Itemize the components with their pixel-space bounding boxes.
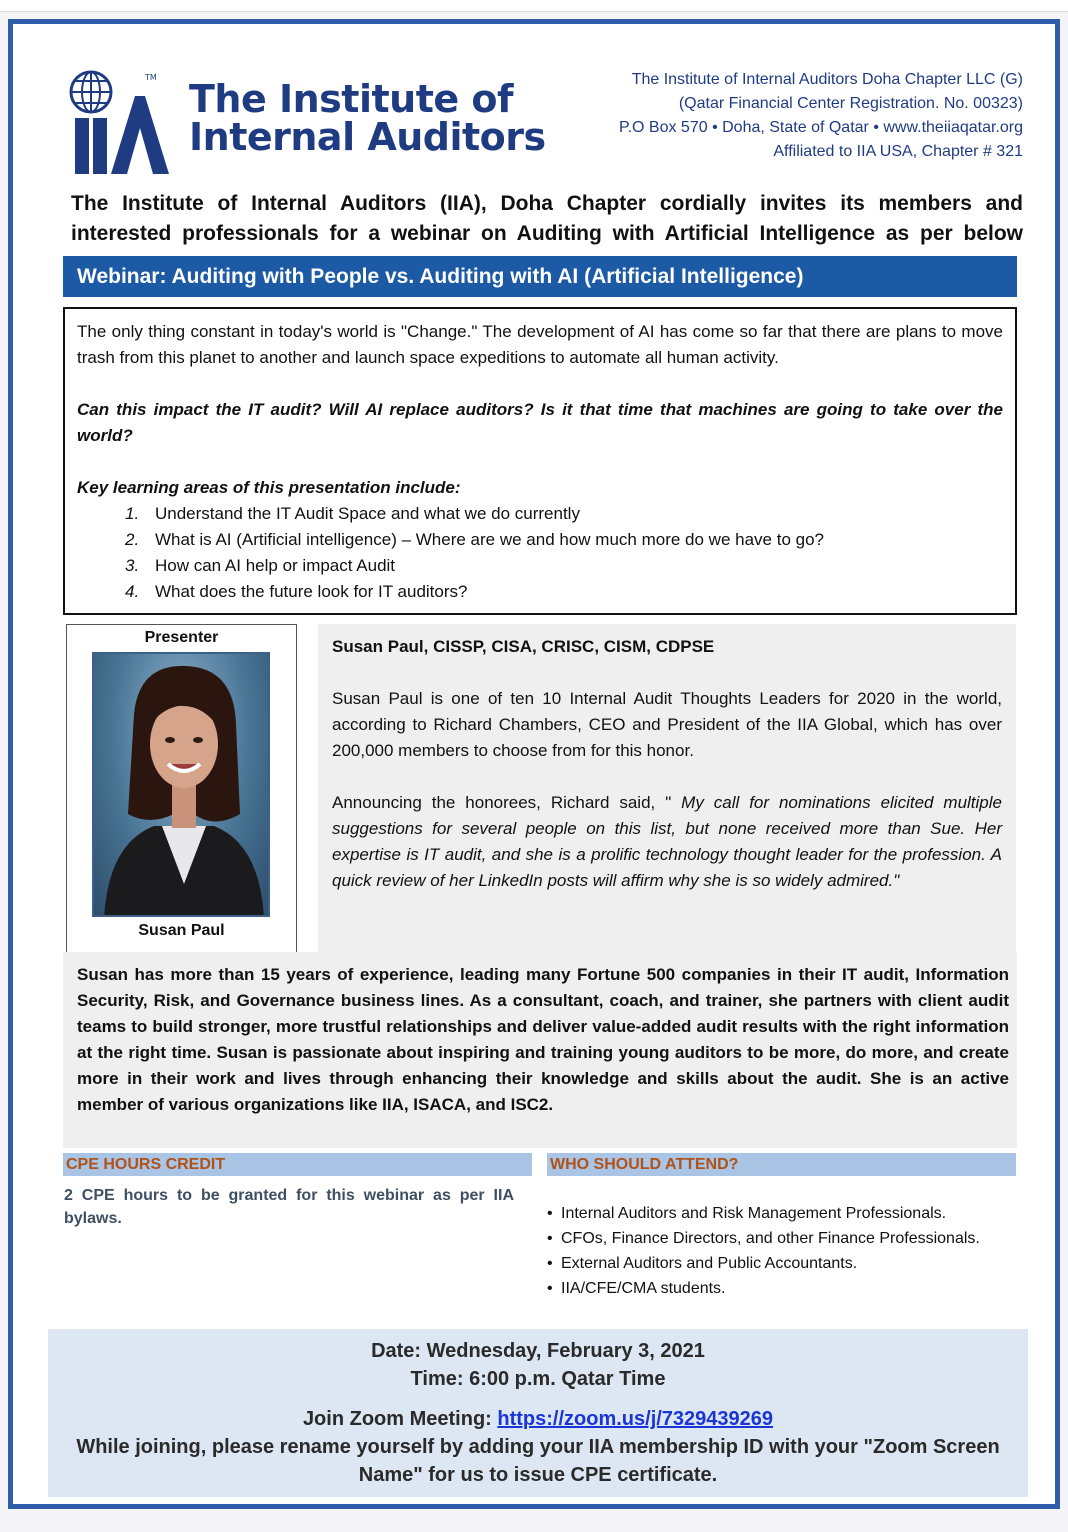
who-should-attend-heading: WHO SHOULD ATTEND? xyxy=(547,1153,1016,1176)
presenter-label: Presenter xyxy=(144,629,219,646)
list-item xyxy=(125,553,1003,579)
viewer-top-strip xyxy=(0,0,1068,12)
list-item: • External Auditors and Public Accountants. xyxy=(547,1251,1022,1276)
list-text: What is AI (Artificial intelligence) – Where are we and how much more do we have to go? xyxy=(155,530,824,549)
presenter-bio-box xyxy=(318,624,1016,952)
attendee-list xyxy=(547,1201,1022,1301)
logo-monogram: IIA xyxy=(79,66,81,67)
presenter-name: Susan Paul xyxy=(138,922,225,939)
invitation-line-2: interested professionals for a webinar on Auditing with Artificial Intelligence as per below xyxy=(71,222,1023,245)
list-number: 3. xyxy=(125,556,140,575)
list-number: 4. xyxy=(125,582,140,601)
presenter-portrait-image xyxy=(94,654,270,917)
event-details-footer xyxy=(48,1329,1028,1497)
address-line: (Qatar Financial Center Registration. No. 00323) xyxy=(678,95,1023,112)
event-time: Time: 6:00 p.m. Qatar Time xyxy=(410,1368,666,1390)
summary-paragraph: The only thing constant in today's world is "Change." The development of AI has come so far that there are plans to move trash from this planet to another and launch space expeditions to automate all human activity. xyxy=(77,322,1003,367)
cpe-hours-heading: CPE HOURS CREDIT xyxy=(63,1153,532,1176)
invitation-line-1: The Institute of Internal Auditors (IIA), Doha Chapter cordially invites its members and xyxy=(71,192,1023,215)
presenter-experience-paragraph: Susan has more than 15 years of experience, leading many Fortune 500 companies in their IT audit, Information Security, Risk, and Governance business lines. As a consultant, coach, and trainer, she partners with client audit teams to build stronger, more trustful relationships and deliver value-added audit results with the right information at the right time. Susan is passionate about inspiring and training young auditors to be more, do more, and create more in their work and lives through enhancing their knowledge and skills about the audit. She is an active member of various organizations like IIA, ISACA, and ISC2. xyxy=(63,952,1017,1148)
key-learning-list xyxy=(125,501,1003,605)
spacer xyxy=(48,1393,1028,1405)
webinar-title-banner: Webinar: Auditing with People vs. Auditing with AI (Artificial Intelligence) xyxy=(63,256,1017,297)
iia-logo xyxy=(69,66,549,176)
cpe-hours-text: 2 CPE hours to be granted for this webinar as per IIA bylaws. xyxy=(64,1187,514,1227)
flyer-body xyxy=(13,24,1055,1504)
presenter-photo xyxy=(92,652,270,917)
address-line: Affiliated to IIA USA, Chapter # 321 xyxy=(773,143,1023,160)
rename-instruction: While joining, please rename yourself by adding your IIA membership ID with your "Zoom Screen Name" for us to issue CPE certificate. xyxy=(76,1436,1000,1486)
list-item: • Internal Auditors and Risk Management Professionals. xyxy=(547,1201,1022,1226)
quote-lead: Announcing the honorees, Richard said, " xyxy=(332,793,672,812)
list-item xyxy=(125,501,1003,527)
logo-line-2: Internal Auditors xyxy=(189,115,546,159)
presenter-credentials: Susan Paul, CISSP, CISA, CRISC, CISM, CDPSE xyxy=(332,637,715,656)
logo-line-1: The Institute of xyxy=(189,77,513,121)
list-item: • CFOs, Finance Directors, and other Finance Professionals. xyxy=(547,1226,1022,1251)
list-text: What does the future look for IT auditors? xyxy=(155,582,468,601)
webinar-summary-box xyxy=(63,307,1017,615)
address-line: The Institute of Internal Auditors Doha Chapter LLC (G) xyxy=(631,71,1023,88)
list-text: How can AI help or impact Audit xyxy=(155,556,396,575)
event-date: Date: Wednesday, February 3, 2021 xyxy=(371,1340,705,1362)
list-item: • IIA/CFE/CMA students. xyxy=(547,1276,1022,1301)
logo-wordmark xyxy=(189,77,546,159)
list-number: 2. xyxy=(125,530,140,549)
zoom-join-line xyxy=(48,1405,1028,1433)
list-item xyxy=(125,579,1003,605)
list-number: 1. xyxy=(125,504,140,523)
quote-text: My call for nominations elicited multiple suggestions for several people on this list, but none received more than Sue. Her expertise is IT audit, and she is a prolific technology thought leader for the profession. A quick review of her LinkedIn posts will affirm why she is so widely admired." xyxy=(332,793,1002,890)
flyer-frame xyxy=(8,19,1060,1509)
address-line: P.O Box 570 • Doha, State of Qatar • www.theiiaqatar.org xyxy=(618,119,1023,136)
presenter-bio-paragraph: Susan Paul is one of ten 10 Internal Audit Thoughts Leaders for 2020 in the world, according to Richard Chambers, CEO and President of the IIA Global, which has over 200,000 members to choose from for this honor. xyxy=(332,689,1002,760)
summary-question: Can this impact the IT audit? Will AI replace auditors? Is it that time that machines are going to take over the world? xyxy=(77,400,1003,445)
presenter-quote-paragraph xyxy=(332,790,1002,894)
logo-trademark: TM xyxy=(145,73,157,82)
zoom-join-label: Join Zoom Meeting: xyxy=(302,1408,498,1430)
zoom-meeting-link[interactable]: https://zoom.us/j/7329439269 xyxy=(497,1408,774,1430)
invitation-text xyxy=(71,189,1023,249)
list-text: Understand the IT Audit Space and what we do currently xyxy=(155,504,580,523)
key-learning-heading: Key learning areas of this presentation include: xyxy=(77,478,461,497)
iia-globe-icon xyxy=(69,66,189,176)
presenter-card xyxy=(66,624,297,957)
chapter-address xyxy=(619,68,1023,164)
list-item xyxy=(125,527,1003,553)
